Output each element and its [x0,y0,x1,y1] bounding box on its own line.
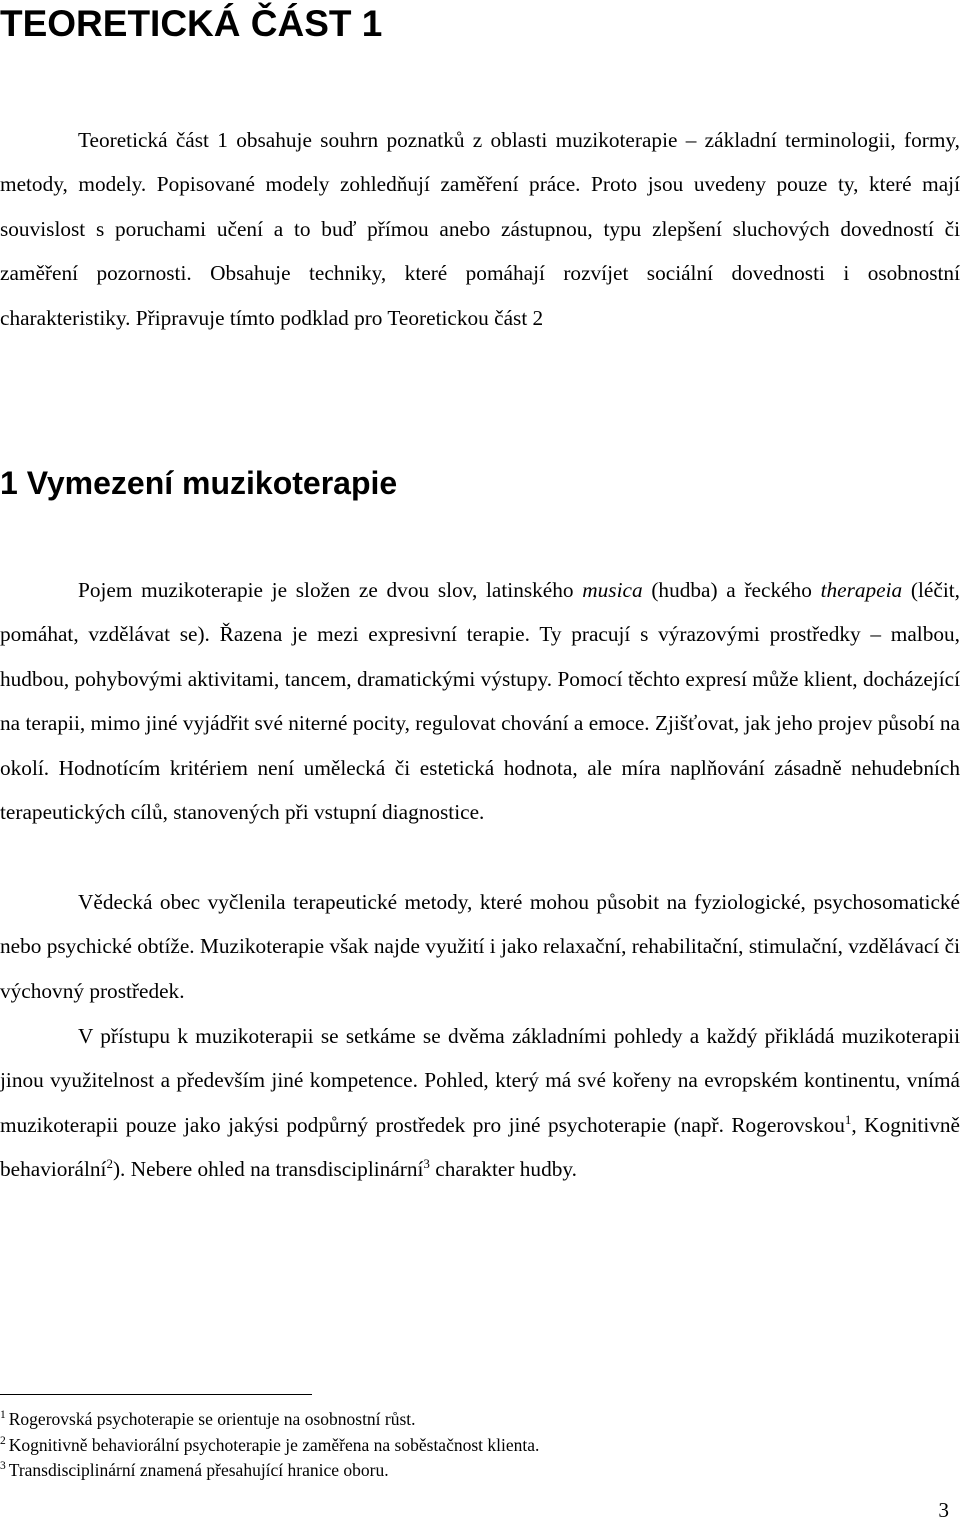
page-number: 3 [938,1498,949,1522]
footnote-2 [0,1433,960,1459]
footnote-text-2: Kognitivně behaviorální psychoterapie je zaměřena na soběstačnost klienta. [8,1434,540,1455]
footnote-ref-1: 1 [844,1111,852,1127]
footnote-divider [0,1394,312,1395]
term-musica: musica [582,578,643,602]
definition-text-1: Pojem muzikoterapie je složen ze dvou slov, latinského [78,578,583,602]
approaches-paragraph [0,1014,960,1192]
footnote-number-3: 3 [0,1460,6,1472]
definition-text-3: (léčit, pomáhat, vzdělávat se). Řazena je mezi expresivní terapie. Ty pracují s výrazovými prostředky – malbou, hudbou, pohybovými aktivitami, tancem, dramatickými výstupy. Pomocí těchto expresí může klient, docházející na terapii, mimo jiné vyjádřit své niterné pocity, regulovat chování a emoce. Zjišťovat, jak jeho projev působí na okolí. Hodnotícím kritériem není umělecká či estetická hodnota, ale míra naplňování zásadně nehudebních terapeutických cílů, stanovených při vstupní diagnostice. [0,578,960,825]
term-therapeia: therapeia [820,578,903,602]
footnote-3 [0,1458,960,1484]
approaches-text-1: V přístupu k muzikoterapii se setkáme se dvěma základními pohledy a každý přikládá muzikoterapii jinou využitelnost a především jiné kompetence. Pohled, který má své kořeny na evropském kontinentu, vnímá muzikoterapii pouze jako jakýsi podpůrný prostředek pro jiné psychoterapie (např. Rogerovskou [0,1024,960,1137]
approaches-text-3: ). Nebere ohled na transdisciplinární [112,1157,424,1182]
footnote-text-3: Transdisciplinární znamená přesahující hranice oboru. [8,1460,389,1480]
definition-text-2: (hudba) a řeckého [642,578,821,602]
footnote-text-1: Rogerovská psychoterapie se orientuje na osobnostní růst. [8,1409,416,1429]
approaches-text-2: , Kognitivně behaviorální [0,1112,960,1182]
chapter-heading: TEORETICKÁ ČÁST 1 [0,3,383,44]
intro-paragraph: Teoretická část 1 obsahuje souhrn poznatků z oblasti muzikoterapie – základní terminologii, formy, metody, modely. Popisované modely zohledňují zaměření práce. Proto jsou uvedeny pouze ty, které mají souvislost s poruchami učení a to buď přímou anebo zástupnou, typu zlepšení sluchových dovedností či zaměření pozornosti. Obsahuje techniky, které pomáhají rozvíjet sociální dovednosti i osobnostní charakteristiky. Připravuje tímto podklad pro Teoretickou část 2 [0,128,960,330]
section-heading: 1 Vymezení muzikoterapie [0,465,398,501]
approaches-text-4: charakter hudby. [429,1157,577,1182]
footnote-number-1: 1 [0,1409,6,1421]
methods-paragraph: Vědecká obec vyčlenila terapeutické metody, které mohou působit na fyziologické, psychosomatické nebo psychické obtíže. Muzikoterapie však najde využití i jako relaxační, rehabilitační, stimulační, vzdělávací či výchovný prostředek. [0,890,960,1003]
footnote-ref-3: 3 [423,1156,430,1172]
footnote-1 [0,1407,960,1433]
footnotes [0,1407,960,1484]
definition-paragraph [0,568,960,834]
footnote-number-2: 2 [0,1434,6,1447]
footnote-ref-2: 2 [106,1156,113,1172]
